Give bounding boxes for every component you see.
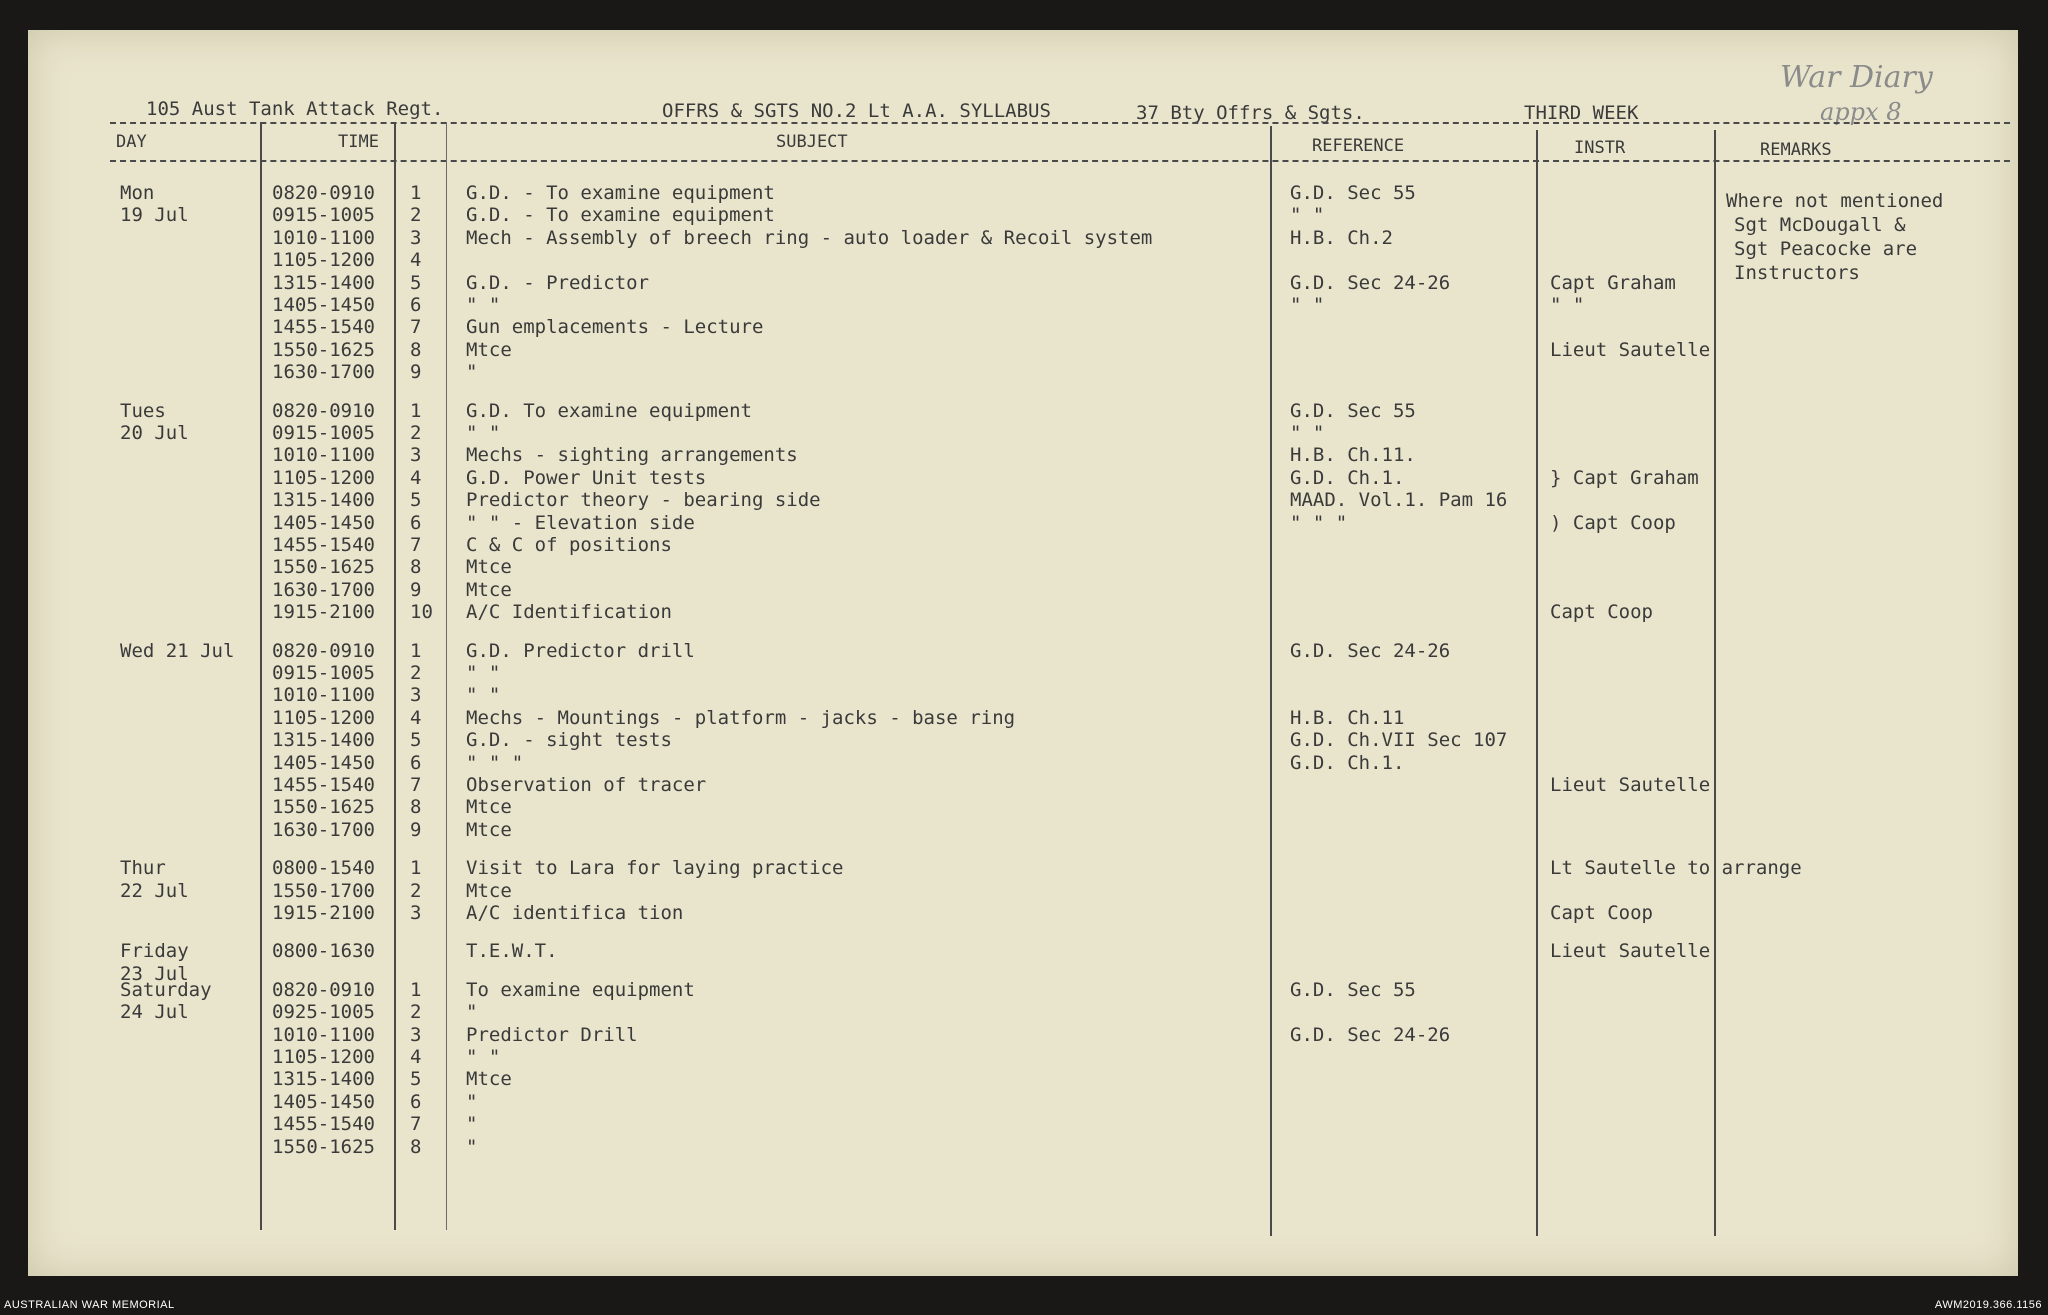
- period-number: 7: [410, 1113, 422, 1136]
- period-subject: Gun emplacements - Lecture: [466, 316, 764, 339]
- col-header-instr: INSTR: [1574, 138, 1626, 158]
- period-time: 1915-2100: [272, 601, 375, 624]
- period-time: 1105-1200: [272, 706, 375, 729]
- day-label: Saturday: [120, 978, 212, 1001]
- period-number: 6: [410, 294, 422, 316]
- period-number: 8: [410, 338, 422, 361]
- period-number: 1: [410, 857, 422, 880]
- pencil-note-war-diary: War Diary: [1780, 60, 1933, 95]
- period-subject: Mtce: [466, 578, 512, 601]
- period-reference: H.B. Ch.2: [1290, 226, 1393, 249]
- period-reference: G.D. Ch.VII Sec 107: [1290, 729, 1508, 752]
- period-instructor: Capt Coop: [1550, 601, 1653, 624]
- day-label: 23 Jul: [120, 962, 189, 985]
- period-time: 1315-1400: [272, 1068, 375, 1091]
- period-subject: G.D. - Predictor: [466, 271, 650, 294]
- day-label: Mon: [120, 182, 155, 204]
- period-subject: G.D. Predictor drill: [466, 639, 695, 662]
- period-subject: Visit to Lara for laying practice: [466, 857, 844, 880]
- day-label: 20 Jul: [120, 422, 189, 444]
- period-reference: MAAD. Vol.1. Pam 16: [1290, 489, 1508, 512]
- period-subject: Mechs - sighting arrangements: [466, 444, 798, 467]
- period-number: 9: [410, 578, 422, 601]
- period-time: 1550-1625: [272, 796, 375, 819]
- period-number: 3: [410, 444, 422, 467]
- period-subject: " ": [466, 422, 501, 444]
- period-number: 3: [410, 902, 422, 924]
- period-time: 1455-1540: [272, 534, 375, 556]
- period-time: 1455-1540: [272, 1113, 375, 1136]
- period-time: 1550-1700: [272, 879, 375, 902]
- period-number: 10: [410, 601, 433, 624]
- period-time: 1405-1450: [272, 751, 375, 774]
- week-label: THIRD WEEK: [1524, 102, 1639, 124]
- remarks-line: Sgt Peacocke are: [1734, 238, 1918, 260]
- period-time: 1105-1200: [272, 466, 375, 489]
- period-time: 1630-1700: [272, 818, 375, 841]
- period-reference: G.D. Sec 55: [1290, 182, 1416, 204]
- period-subject: G.D. To examine equipment: [466, 399, 752, 422]
- period-subject: G.D. Power Unit tests: [466, 466, 707, 489]
- period-number: 8: [410, 1135, 422, 1158]
- period-time: 1550-1625: [272, 338, 375, 361]
- col-header-subject: SUBJECT: [776, 132, 848, 152]
- day-label: 19 Jul: [120, 204, 189, 227]
- period-subject: C & C of positions: [466, 534, 672, 556]
- battery-label: 37 Bty Offrs & Sgts.: [1136, 102, 1365, 124]
- period-time: 0820-0910: [272, 182, 375, 204]
- period-time: 0820-0910: [272, 399, 375, 422]
- period-number: 5: [410, 489, 422, 512]
- period-time: 0915-1005: [272, 204, 375, 227]
- period-time: 0915-1005: [272, 662, 375, 684]
- period-subject: To examine equipment: [466, 978, 695, 1001]
- period-time: 1915-2100: [272, 902, 375, 924]
- period-subject: Predictor Drill: [466, 1023, 638, 1046]
- period-time: 1405-1450: [272, 511, 375, 534]
- period-time: 1405-1450: [272, 294, 375, 316]
- period-instructor: " ": [1550, 294, 1585, 316]
- rule-subject-ref: [1270, 126, 1272, 1236]
- period-number: 2: [410, 422, 422, 444]
- period-subject: " ": [466, 294, 501, 316]
- period-subject: Mtce: [466, 796, 512, 819]
- day-label: Wed 21 Jul: [120, 639, 235, 662]
- period-reference: " " ": [1290, 511, 1348, 534]
- period-subject: ": [466, 1113, 478, 1136]
- period-number: 5: [410, 271, 422, 294]
- period-time: 1010-1100: [272, 444, 375, 467]
- period-instructor: } Capt Graham: [1550, 466, 1699, 489]
- period-time: 1455-1540: [272, 774, 375, 796]
- period-time: 1010-1100: [272, 226, 375, 249]
- period-subject: Mtce: [466, 556, 512, 579]
- period-number: 8: [410, 796, 422, 819]
- period-subject: Mechs - Mountings - platform - jacks - base ring: [466, 706, 1016, 729]
- period-number: 8: [410, 556, 422, 579]
- period-subject: A/C Identification: [466, 601, 672, 624]
- day-label: Tues: [120, 399, 166, 422]
- period-reference: G.D. Sec 24-26: [1290, 271, 1451, 294]
- period-number: 1: [410, 639, 422, 662]
- remarks-line: Sgt McDougall &: [1734, 214, 1906, 236]
- period-subject: " ": [466, 1046, 501, 1068]
- period-time: 0800-1540: [272, 857, 375, 880]
- rule-instr-remarks: [1714, 130, 1716, 1236]
- period-number: 5: [410, 1068, 422, 1091]
- period-subject: G.D. - To examine equipment: [466, 204, 775, 227]
- period-time: 1550-1625: [272, 556, 375, 579]
- day-label: Thur: [120, 857, 166, 880]
- day-label: Friday: [120, 940, 189, 963]
- period-number: 7: [410, 316, 422, 339]
- period-subject: Mtce: [466, 818, 512, 841]
- footer-credit: AUSTRALIAN WAR MEMORIAL: [4, 1299, 175, 1311]
- period-number: 4: [410, 249, 422, 272]
- remarks-line: Instructors: [1734, 262, 1860, 284]
- col-header-remarks: REMARKS: [1760, 140, 1832, 160]
- day-label: 24 Jul: [120, 1001, 189, 1024]
- period-subject: ": [466, 1135, 478, 1158]
- period-instructor: Capt Coop: [1550, 902, 1653, 924]
- period-number: 9: [410, 818, 422, 841]
- period-number: 2: [410, 662, 422, 684]
- syllabus-title: OFFRS & SGTS NO.2 Lt A.A. SYLLABUS: [662, 100, 1051, 122]
- day-label: 22 Jul: [120, 879, 189, 902]
- period-number: 5: [410, 729, 422, 752]
- period-number: 6: [410, 1090, 422, 1113]
- period-number: 7: [410, 534, 422, 556]
- period-time: 1010-1100: [272, 1023, 375, 1046]
- remarks-line: Where not mentioned: [1726, 190, 1944, 212]
- period-number: 4: [410, 706, 422, 729]
- period-subject: Mtce: [466, 338, 512, 361]
- period-time: 0820-0910: [272, 978, 375, 1001]
- period-time: 0820-0910: [272, 639, 375, 662]
- period-instructor: Lt Sautelle to arrange: [1550, 857, 1802, 880]
- period-subject: Mech - Assembly of breech ring - auto loader & Recoil system: [466, 226, 1153, 249]
- period-number: 3: [410, 1023, 422, 1046]
- period-reference: G.D. Sec 24-26: [1290, 639, 1451, 662]
- period-time: 1010-1100: [272, 684, 375, 707]
- period-instructor: Lieut Sautelle: [1550, 338, 1711, 361]
- period-reference: G.D. Sec 55: [1290, 399, 1416, 422]
- period-reference: G.D. Ch.1.: [1290, 466, 1405, 489]
- period-reference: " ": [1290, 422, 1325, 444]
- period-subject: T.E.W.T.: [466, 940, 558, 963]
- period-number: 2: [410, 879, 422, 902]
- col-header-time: TIME: [338, 132, 379, 152]
- period-subject: " ": [466, 662, 501, 684]
- period-reference: " ": [1290, 204, 1325, 227]
- col-header-reference: REFERENCE: [1312, 136, 1405, 156]
- period-subject: Predictor theory - bearing side: [466, 489, 821, 512]
- period-number: 7: [410, 774, 422, 796]
- period-subject: " ": [466, 684, 501, 707]
- period-time: 1105-1200: [272, 1046, 375, 1068]
- period-subject: A/C identifica tion: [466, 902, 684, 924]
- period-time: 1550-1625: [272, 1135, 375, 1158]
- period-reference: G.D. Sec 55: [1290, 978, 1416, 1001]
- document-sheet: [28, 30, 2018, 1276]
- period-time: 1315-1400: [272, 271, 375, 294]
- period-number: 1: [410, 978, 422, 1001]
- period-number: 1: [410, 399, 422, 422]
- period-time: 1315-1400: [272, 729, 375, 752]
- period-subject: G.D. - sight tests: [466, 729, 672, 752]
- period-time: 0915-1005: [272, 422, 375, 444]
- period-subject: G.D. - To examine equipment: [466, 182, 775, 204]
- period-instructor: Capt Graham: [1550, 271, 1676, 294]
- period-subject: Mtce: [466, 879, 512, 902]
- period-reference: H.B. Ch.11: [1290, 706, 1405, 729]
- period-time: 1630-1700: [272, 578, 375, 601]
- period-number: 4: [410, 1046, 422, 1068]
- period-instructor: Lieut Sautelle: [1550, 940, 1711, 963]
- period-number: 1: [410, 182, 422, 204]
- period-subject: ": [466, 1001, 478, 1024]
- period-number: 3: [410, 226, 422, 249]
- period-reference: G.D. Sec 24-26: [1290, 1023, 1451, 1046]
- period-number: 9: [410, 361, 422, 384]
- period-time: 0800-1630: [272, 940, 375, 963]
- pencil-note-appx: appx 8: [1820, 98, 1902, 126]
- period-time: 1105-1200: [272, 249, 375, 272]
- period-number: 2: [410, 1001, 422, 1024]
- period-number: 6: [410, 511, 422, 534]
- period-number: 3: [410, 684, 422, 707]
- period-time: 0925-1005: [272, 1001, 375, 1024]
- period-number: 4: [410, 466, 422, 489]
- period-subject: " " ": [466, 751, 524, 774]
- period-subject: " " - Elevation side: [466, 511, 695, 534]
- rule-time-num: [394, 122, 396, 1230]
- rule-day-time: [260, 122, 262, 1230]
- unit-name: 105 Aust Tank Attack Regt.: [146, 98, 444, 120]
- rule-num-subject: [446, 122, 447, 1230]
- period-time: 1455-1540: [272, 316, 375, 339]
- period-reference: G.D. Ch.1.: [1290, 751, 1405, 774]
- rule-ref-instr: [1536, 130, 1538, 1236]
- period-number: 6: [410, 751, 422, 774]
- period-reference: H.B. Ch.11.: [1290, 444, 1416, 467]
- period-subject: ": [466, 1090, 478, 1113]
- period-time: 1315-1400: [272, 489, 375, 512]
- period-time: 1405-1450: [272, 1090, 375, 1113]
- period-subject: Mtce: [466, 1068, 512, 1091]
- period-reference: " ": [1290, 294, 1325, 316]
- period-subject: Observation of tracer: [466, 774, 707, 796]
- col-header-day: DAY: [116, 132, 147, 152]
- footer-accession: AWM2019.366.1156: [1934, 1299, 2042, 1311]
- period-number: 2: [410, 204, 422, 227]
- period-subject: ": [466, 361, 478, 384]
- period-instructor: ) Capt Coop: [1550, 511, 1676, 534]
- period-time: 1630-1700: [272, 361, 375, 384]
- period-instructor: Lieut Sautelle: [1550, 774, 1711, 796]
